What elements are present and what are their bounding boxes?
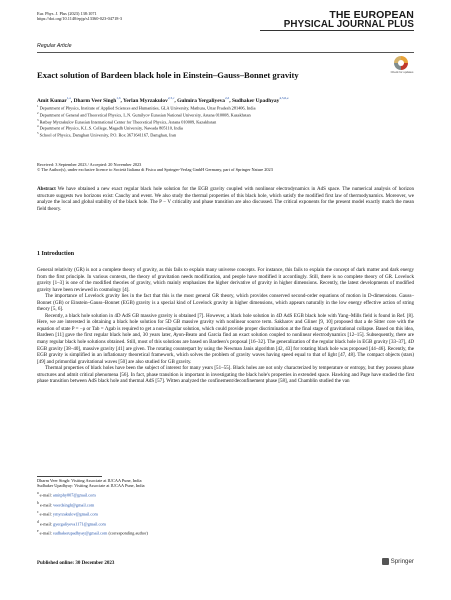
affiliation: $^1$ Department of Physics, Institute of Applied Sciences and Humanities, GLA University, Mathura, Uttar Pradesh 281406, India [37,104,256,111]
abstract [37,186,414,212]
doi-link[interactable]: https://doi.org/10.1140/epjp/s13360-023-04718-3 [37,16,122,22]
author-list: Amit Kumar$^{1,a}$, Dharm Veer Singh$^{1,b}$, Yerlan Myrzakulov$^{2,3,c}$, Gulmira Yergaliyeva$^{2,d}$, Sudhaker Upadhyay$^{4,5,6,e}$ [37,96,289,104]
affiliation: $^3$ Ratbay Myrzakulov Eurasian International Center for Theoretical Physics, Astana 010009, Kazakhstan [37,117,217,125]
email-link[interactable]: veerdsingh@gmail.com [53,502,95,508]
paragraph: The importance of Lovelock gravity lies in the fact that this is the most general GR theory, which provides conserved second-order equations of motion in D-dimensions. Gauss–Bonnet (GB) or Einstein–Gauss–Bonnet (EGB) gravity is a special kind of Lovelock gravity in higher dimensions, which appears naturally in the low energy effective action of string theory [5, 6]. [37,293,414,313]
dates-block [37,162,417,173]
email-link[interactable]: gyergaliyeva1171@gmail.com [53,521,106,527]
section-heading: 1 Introduction [37,251,75,257]
brand-line-1: THE EUROPEAN [329,9,414,21]
publisher-name: Springer [390,558,414,565]
author[interactable]: Yerlan Myrzakulov$^{2,3,c}$ [123,96,175,104]
affiliation: $^4$ Department of Physics, K.L.S. College, Magadh University, Nawada 805110, India [37,124,183,131]
author[interactable]: Dharm Veer Singh$^{1,b}$ [73,96,121,104]
paragraph: General relativity (GR) is not a complete theory of gravity, as this fails to explain many universe concepts. For instance, this fails to explain the concept of dark matter and dark energy from the first principle. In various contexts, the theory of gravitation needs modification, and people have modified it accordingly. Still, there is no complete theory of GR. Lovelock gravity [1–3] is one of the modified theories of gravity, which mainly emphasizes the higher derivative of gravity in higher dimensions. Recently, the latest developments of modified gravity have been reviewed in cosmology [4]. [37,267,414,293]
email-line: $^d$ e-mail: gyergaliyeva1171@gmail.com [37,519,106,527]
affiliation: $^5$ School of Physics, Damghan University, P.O. Box 3671641167, Damghan, Iran [37,131,177,138]
affiliation-list [37,104,417,138]
email-line: $^c$ e-mail: ymyrzakulov@gmail.com [37,510,98,517]
publisher-logo [382,558,414,565]
paper-title: Exact solution of Bardeen black hole in Einstein–Gauss–Bonnet gravity [37,70,299,80]
email-link[interactable]: ymyrzakulov@gmail.com [52,511,98,517]
brand-line-2: PHYSICAL JOURNAL PLUS [283,19,414,30]
check-for-updates-badge[interactable] [390,56,414,80]
visiting-note: Dharm Veer Singh: Visiting Associate at IUCAA Pune, India [37,478,142,483]
paragraph: Recently, a black hole solution in 4D AdS GB massive gravity is obtained [7]. However, a black hole solution in 4D AdS EGB black hole with Yang–Mills field is found in Ref. [8]. Here, we are interested in obtaining a black hole solution for 5D GB massive gravity with nonlinear source term. Sakharov and Gliner [9, 10] proposed that a de Sitter core with the equation of state P = −ρ or Tab = Λgab is required to get a non-singular solution, which could provide proper discrimination at the final stage of gravitational collapse. Based on this idea, Bardeen [11] gave the first regular black hole and, 30 years later, Ayon-Beato and Garcia find an exact solution coupled to nonlinear electrodynamics [12–15]. Subsequently, there are many regular black hole solutions obtained. Still, most of this solutions are based on Bardeen's proposal [16–32]. The generalization of the regular black hole in EGB gravity [33–37], 4D EGB gravity [38–40], massive gravity [41] are given. The rotating counterpart by using the Newman Janis algorithm [42, 43] for rotating black hole was proposed [44–46]. Recently, the EGB gravity is simplified in an inflationary theoretical framework, which solves the problem of gravity waves having speed equal to that of light [47, 48]. The compact objects (stars) [49] and primordial gravitational waves [50] are also studied for GB gravity. [37,312,414,365]
check-updates-label: Check for updates [390,70,414,74]
check-updates-icon [394,56,408,70]
journal-citation: Eur. Phys. J. Plus (2023) 138:1071 [37,11,97,16]
paragraph: Thermal properties of black holes have been the subject of interest for many years [51–55]. Black holes are not only characterized by temperature or entropy, but they possess phase structures and admit critical phenomena [56]. In fact, phase transition is important in investigating the black hole's properties in extended space. Hawking and Page have studied the first phase transition between AdS black hole and thermal AdS [57]. Witten analyzed the confinement/deconfinement phase [58], and Chamblin studied the van [37,365,414,385]
author[interactable]: Amit Kumar$^{1,a}$ [37,96,71,104]
email-link[interactable]: sudhakerupadhyay@gmail.com [52,530,108,536]
visiting-note: Sudhaker Upadhyay: Visiting Associate at IUCAA Pune, India [37,483,145,489]
email-line: $^e$ e-mail: sudhakerupadhyay@gmail.com (corresponding author) [37,529,148,536]
published-date: Published online: 30 December 2023 [37,561,115,566]
copyright: © The Author(s), under exclusive licence to Società Italiana di Fisica and Springer-Verlag GmbH Germany, part of Springer Nature 2023 [37,167,273,173]
email-line: $^a$ e-mail: amitphy007@gmail.com [37,491,96,498]
author[interactable]: Sudhaker Upadhyay$^{4,5,6,e}$ [231,96,289,104]
affiliation: $^2$ Department of General and Theoretical Physics, L.N. Gumilyov Eurasian National University, Astana 010008, Kazakhstan [37,110,251,118]
header-divider [37,52,414,53]
abstract-label: Abstract [37,186,56,192]
article-type: Regular Article [37,43,72,49]
brand-rule [260,30,414,31]
journal-brand-logo [254,10,414,30]
introduction-body [37,267,414,385]
journal-header [37,11,237,22]
received-accepted: Received: 3 September 2023 / Accepted: 20 November 2023 [37,162,142,167]
author[interactable]: Gulmira Yergaliyeva$^{2,d}$ [177,96,230,104]
footnotes [37,478,297,536]
abstract-text: We have obtained a new exact regular black hole solution for the EGB gravity coupled with nonlinear electrodynamics in AdS space. The numerical analysis of horizon structure suggests two horizons exist: Cauchy and event. We also study the thermal properties of this black hole, which satisfy the modified first law of thermodynamics. Moreover, we analyze the local and global stability of the black hole. The P − V criticality and phase transition are also discussed. The critical exponents for the present model exactly match the mean field theory. [37,186,415,212]
footnote-rule [37,476,102,477]
email-link[interactable]: amitphy007@gmail.com [52,492,96,498]
email-line: $^b$ e-mail: veerdsingh@gmail.com [37,500,95,508]
springer-horse-icon [382,558,389,565]
